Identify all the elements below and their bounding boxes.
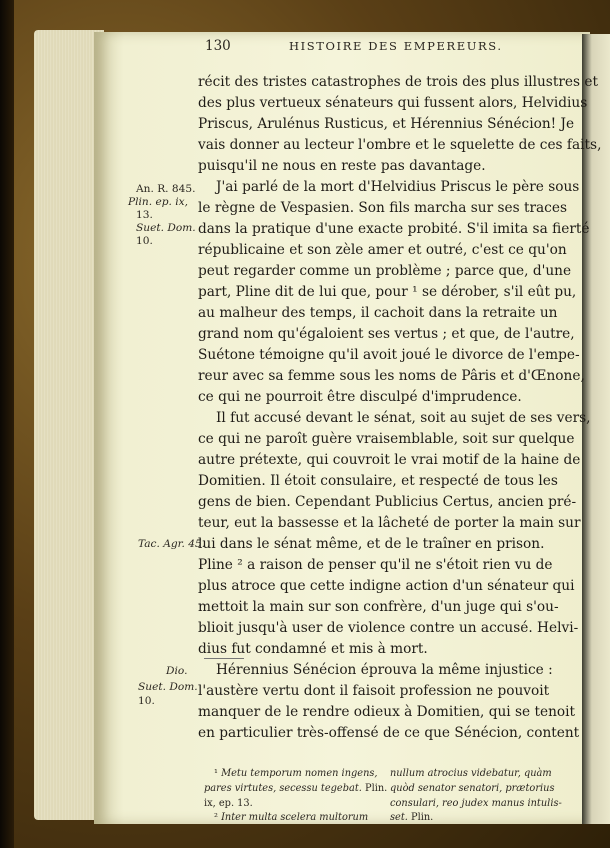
text-line: reur avec sa femme sous les noms de Pâris et d'Œnone, [198, 368, 585, 384]
text-line: teur, eut la bassesse et la lâcheté de porter la main sur [198, 515, 581, 531]
text-line: des plus vertueux sénateurs qui fussent alors, Helvidius [198, 95, 588, 111]
margin-year: An. R. 845. [136, 183, 196, 195]
text-line: Pline ² a raison de penser qu'il ne s'étoit rien vu de [198, 557, 553, 573]
footnote-text: Metu temporum nomen ingens, [221, 768, 378, 779]
text-line: Domitien. Il étoit consulaire, et respecté de tous les [198, 473, 558, 489]
footnote-text: nullum atrocius videbatur, quàm [390, 768, 552, 779]
text-line: J'ai parlé de la mort d'Helvidius Priscus le père sous [216, 179, 580, 195]
text-line: récit des tristes catastrophes de trois des plus illustres et [198, 74, 598, 90]
text-line: en particulier très-offensé de ce que Sénécion, content [198, 725, 580, 741]
margin-ref: Plin. ep. ix, [128, 196, 188, 208]
margin-ref: Suet. Dom. [138, 681, 198, 693]
margin-ref: Suet. Dom. [136, 222, 196, 234]
text-line: ce qui ne pourroit être disculpé d'imprudence. [198, 389, 522, 405]
footnote-separator [204, 658, 244, 659]
margin-ref: 10. [138, 695, 155, 707]
margin-ref: 10. [136, 235, 153, 247]
text-line: le règne de Vespasien. Son fils marcha sur ses traces [198, 200, 567, 216]
footnote-source: Plin. [365, 783, 388, 794]
text-line: grand nom qu'égaloient ses vertus ; et que, de l'autre, [198, 326, 575, 342]
text-line: Priscus, Arulénus Rusticus, et Hérennius Sénécion! Je [198, 116, 575, 132]
text-line: Il fut accusé devant le sénat, soit au sujet de ses vers, [216, 410, 591, 426]
text-line: vais donner au lecteur l'ombre et le squelette de ces faits, [198, 137, 602, 153]
text-line: l'austère vertu dont il faisoit profession ne pouvoit [198, 683, 550, 699]
text-line: Suétone témoigne qu'il avoit joué le divorce de l'empe- [198, 347, 580, 363]
text-line: peut regarder comme un problème ; parce que, d'une [198, 263, 572, 279]
footnote-line [204, 783, 387, 794]
text-line: dius fut condamné et mis à mort. [198, 641, 428, 657]
text-line: puisqu'il ne nous en reste pas davantage. [198, 158, 486, 174]
footnote-text: quòd senator senatori, prætorius [390, 783, 555, 794]
footnote-line [390, 812, 433, 823]
text-line: manquer de le rendre odieux à Domitien, qui se tenoit [198, 704, 576, 720]
footnote-line [390, 768, 552, 779]
text-line: gens de bien. Cependant Publicius Certus, ancien pré- [198, 494, 577, 510]
footnote-line [390, 798, 562, 809]
text-line: Hérennius Sénécion éprouva la même injustice : [216, 662, 553, 678]
footnote-text: pares virtutes, secessu tegebat. [204, 783, 362, 794]
text-line: républicaine et son zèle amer et outré, c'est ce qu'on [198, 242, 567, 258]
text-line: autre prétexte, qui couvroit le vrai motif de la haine de [198, 452, 581, 468]
running-title: HISTOIRE DES EMPEREURS. [289, 39, 503, 53]
page-number: 130 [205, 38, 231, 54]
footnote-source: Plin. [411, 812, 434, 823]
margin-ref: Tac. Agr. 45. [138, 538, 206, 550]
binding-shadow [0, 0, 14, 848]
footnote-text: set. [390, 812, 408, 823]
margin-ref: Dio. [166, 665, 188, 677]
text-line: plus atroce que cette indigne action d'un sénateur qui [198, 578, 575, 594]
text-line: blioit jusqu'à user de violence contre un accusé. Helvi- [198, 620, 579, 636]
footnote-text: consulari, reo judex manus intulis- [390, 798, 562, 809]
footnote-number: ² [214, 812, 218, 823]
text-line: part, Pline dit de lui que, pour ¹ se dérober, s'il eût pu, [198, 284, 577, 300]
margin-ref: 13. [136, 209, 153, 221]
footnote-line [214, 768, 378, 779]
footnote-line [390, 783, 554, 794]
footnote-number: ¹ [214, 768, 218, 779]
footnote-line [214, 812, 368, 823]
text-line: dans la pratique d'une exacte probité. S'il imita sa fierté [198, 221, 590, 237]
text-line: ce qui ne paroît guère vraisemblable, soit sur quelque [198, 431, 575, 447]
footnote-text: Inter multa scelera multorum [221, 812, 369, 823]
text-line: au malheur des temps, il cachoit dans la retraite un [198, 305, 558, 321]
footnote-line: ix, ep. 13. [204, 798, 253, 809]
text-line: mettoit la main sur son confrère, d'un juge qui s'ou- [198, 599, 559, 615]
text-line: lui dans le sénat même, et de le traîner en prison. [198, 536, 545, 552]
